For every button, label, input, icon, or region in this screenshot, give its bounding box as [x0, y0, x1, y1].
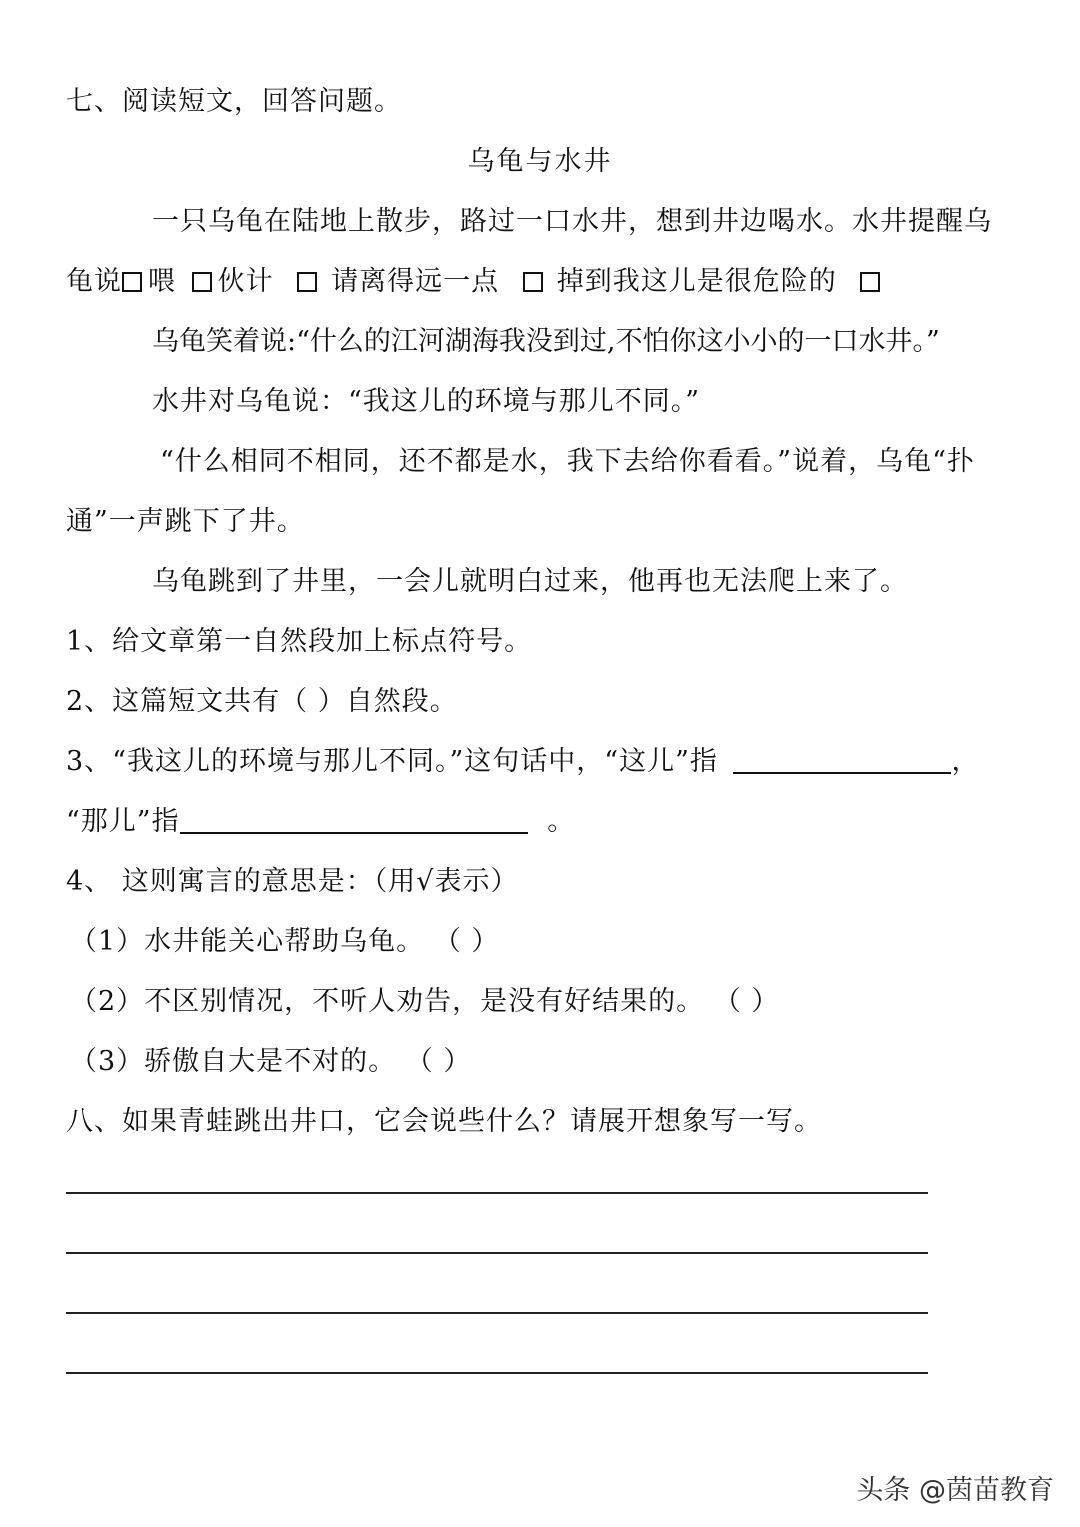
paragraph-4-line-2: 通”一声跳下了井。: [66, 506, 305, 537]
para1-text-2: 喂: [148, 266, 176, 297]
para1-text-1: 龟说: [66, 266, 122, 297]
question-3-text: 3、“我这儿的环境与那儿不同。”这句话中，“这儿”指: [66, 746, 718, 777]
paragraph-4-line-1: “什么相同不相同，还不都是水，我下去给你看看。”说着，乌龟“扑: [160, 446, 975, 477]
paragraph-5: 乌龟跳到了井里，一会儿就明白过来，他再也无法爬上来了。: [152, 566, 908, 597]
question-3-line-2: [66, 804, 575, 840]
option-2[interactable]: （2）不区别情况，不听人劝告，是没有好结果的。 （ ）: [70, 986, 780, 1017]
para1-text-4: 请离得远一点: [331, 266, 500, 297]
question-3-line-1: [66, 744, 979, 780]
writing-line-1[interactable]: [66, 1192, 928, 1194]
paragraph-3: 水井对乌龟说：“我这儿的环境与那儿不同。”: [152, 386, 701, 417]
punctuation-box[interactable]: [122, 272, 142, 292]
punctuation-box[interactable]: [860, 272, 880, 292]
paragraph-1-line-2: [66, 264, 886, 300]
watermark: 头条 @茵苗教育: [856, 1475, 1054, 1506]
punctuation-box[interactable]: [523, 272, 543, 292]
question-3-naer-text: “那儿”指: [66, 806, 180, 837]
paragraph-2: 乌龟笑着说:“什么的江河湖海我没到过,不怕你这小小的一口水井。”: [152, 326, 940, 357]
writing-line-4[interactable]: [66, 1372, 928, 1374]
paragraph-1-line-1: 一只乌龟在陆地上散步，路过一口水井，想到井边喝水。水井提醒乌: [152, 206, 992, 237]
option-3[interactable]: （3）骄傲自大是不对的。 （ ）: [70, 1046, 472, 1077]
section7-heading: 七、阅读短文，回答问题。: [66, 86, 402, 117]
writing-line-3[interactable]: [66, 1312, 928, 1314]
section8-heading: 八、如果青蛙跳出井口，它会说些什么？请展开想象写一写。: [66, 1106, 822, 1137]
writing-line-2[interactable]: [66, 1252, 928, 1254]
question-3-comma: ，: [951, 746, 980, 777]
story-title: 乌龟与水井: [467, 146, 613, 177]
punctuation-box[interactable]: [192, 272, 212, 292]
question-3-period: 。: [547, 806, 576, 837]
para1-text-3: 伙计: [217, 266, 274, 297]
answer-blank-zheer[interactable]: [733, 748, 951, 774]
answer-blank-naer[interactable]: [180, 808, 528, 834]
punctuation-box[interactable]: [297, 272, 317, 292]
para1-text-5: 掉到我这儿是很危险的: [556, 266, 837, 297]
question-2: 2、这篇短文共有（ ）自然段。: [66, 686, 458, 717]
question-4: 4、 这则寓言的意思是：（用√表示）: [66, 866, 519, 897]
question-1: 1、给文章第一自然段加上标点符号。: [66, 626, 533, 657]
option-1[interactable]: （1）水井能关心帮助乌龟。 （ ）: [70, 926, 500, 957]
